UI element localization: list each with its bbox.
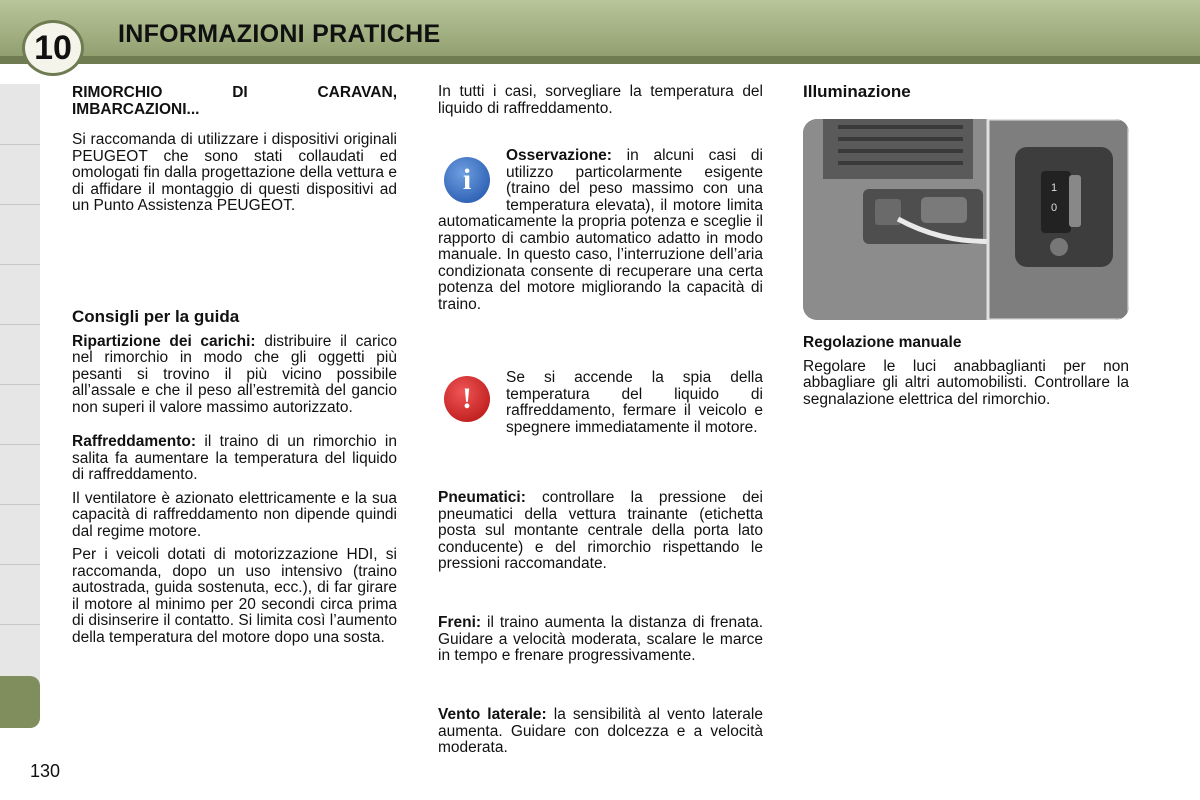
driving-tips bbox=[72, 309, 397, 653]
tab-divider bbox=[0, 444, 40, 445]
info-glyph: i bbox=[462, 163, 472, 196]
note-label: Osservazione: bbox=[506, 147, 612, 164]
fan-paragraph: Il ventilatore è azionato elettricamente e la sua capacità di raffreddamento non dipende quindi dal regime motore. bbox=[72, 489, 397, 540]
tyres-text: controllare la pressione dei pneumatici della vettura trainante (etichetta posta sul montante centrale della porta lato conducente) e del rimorchio rispettando le pressioni raccomandate. bbox=[438, 489, 763, 572]
dashboard-illustration bbox=[803, 119, 1129, 320]
note-paragraph bbox=[438, 148, 763, 313]
temperature-paragraph: In tutti i casi, sorvegliare la temperatura del liquido di raffreddamento. bbox=[438, 83, 763, 117]
intro-paragraph: Si raccomanda di utilizzare i dispositivi originali PEUGEOT che sono stati collaudati ed omologati fin dalla progettazione della vettura e di affidare il montaggio di questi dispositivi ad un Punto Assistenza PEUGEOT. bbox=[72, 131, 397, 214]
warning-glyph: ! bbox=[462, 382, 472, 415]
header-divider bbox=[0, 56, 1200, 64]
load-paragraph bbox=[72, 334, 397, 417]
headlamp-adjuster-photo bbox=[803, 119, 1129, 320]
wind-label: Vento laterale: bbox=[438, 706, 547, 723]
page-number: 130 bbox=[30, 761, 61, 781]
section-title-trailer: RIMORCHIO DI CARAVAN, IMBARCAZIONI... bbox=[72, 84, 397, 118]
wind-block bbox=[438, 707, 763, 764]
section-title-driving: Consigli per la guida bbox=[72, 307, 240, 326]
note-text: in alcuni casi di utilizzo particolarmente esigente (traino del peso massimo con una temperatura elevata), il motore limita automaticamente la propria potenza e sceglie il rapporto di cambio automatico adatto in modo manuale. In questo caso, l’interruzione dell’aria condizionata consente di recuperare una certa potenza del motore migliorando la capacità di traino. bbox=[438, 147, 763, 313]
tab-active-chapter[interactable] bbox=[0, 676, 40, 728]
svg-text:0: 0 bbox=[1051, 202, 1058, 214]
tab-divider bbox=[0, 144, 40, 145]
right-column bbox=[803, 84, 1129, 108]
load-text: distribuire il carico nel rimorchio in modo che gli oggetti più pesanti si trovino il più vicino possibile all’assale e che il peso all’estremità del gancio non superi il valore massimo autorizzato. bbox=[72, 332, 397, 416]
chapter-tabs bbox=[0, 84, 40, 720]
section-subtitle-manual: Regolazione manuale bbox=[803, 334, 962, 351]
section-title-lighting: Illuminazione bbox=[803, 82, 911, 101]
tab-divider bbox=[0, 324, 40, 325]
brakes-text: il traino aumenta la distanza di frenata. Guidare a velocità moderata, scalare le marce in tempo e frenare progressivamente. bbox=[438, 614, 763, 664]
manual-adjust-paragraph: Regolare le luci anabbaglianti per non abbagliare gli altri automobilisti. Controllare la segnalazione elettrica del rimorchio. bbox=[803, 357, 1129, 408]
load-label: Ripartizione dei carichi: bbox=[72, 332, 256, 350]
tyres-label: Pneumatici: bbox=[438, 489, 526, 506]
tyres-block bbox=[438, 490, 763, 580]
cooling-text: il traino di un rimorchio in salita fa aumentare la temperatura del liquido di raffreddamento. bbox=[72, 433, 397, 483]
tab-divider bbox=[0, 204, 40, 205]
tyres-paragraph bbox=[438, 490, 763, 573]
brakes-block bbox=[438, 615, 763, 672]
tab-divider bbox=[0, 384, 40, 385]
icon-spacer bbox=[438, 148, 506, 212]
page-title: INFORMAZIONI PRATICHE bbox=[118, 20, 441, 48]
hdi-paragraph: Per i veicoli dotati di motorizzazione HDI, si raccomanda, dopo un uso intensivo (traino autostrada, guida sostenuta, ecc.), di far girare il motore al minimo per 20 secondi circa prima di disinserire il contatto. Si limita così l’aumento della temperatura del motore dopo una sosta. bbox=[72, 546, 397, 646]
warning-icon bbox=[444, 376, 490, 422]
left-column bbox=[72, 84, 397, 222]
brakes-paragraph bbox=[438, 615, 763, 665]
tab-divider bbox=[0, 564, 40, 565]
cooling-paragraph bbox=[72, 434, 397, 484]
note-block bbox=[438, 148, 763, 320]
chapter-badge bbox=[22, 20, 84, 76]
cooling-label: Raffreddamento: bbox=[72, 433, 197, 450]
warning-paragraph: Se si accende la spia della temperatura del liquido di raffreddamento, fermare il veicolo e spegnere immediatamente il motore. bbox=[506, 369, 763, 436]
tab-divider bbox=[0, 264, 40, 265]
tab-divider bbox=[0, 624, 40, 625]
chapter-number: 10 bbox=[34, 28, 72, 67]
brakes-label: Freni: bbox=[438, 614, 482, 631]
manual-adjust-block bbox=[803, 335, 1129, 415]
tab-divider bbox=[0, 504, 40, 505]
svg-text:1: 1 bbox=[1051, 182, 1058, 194]
middle-intro bbox=[438, 84, 763, 124]
wind-paragraph bbox=[438, 707, 763, 757]
wind-text: la sensibilità al vento laterale aumenta. Guidare con dolcezza e a velocità moderata. bbox=[438, 706, 763, 756]
warning-block bbox=[506, 370, 763, 443]
